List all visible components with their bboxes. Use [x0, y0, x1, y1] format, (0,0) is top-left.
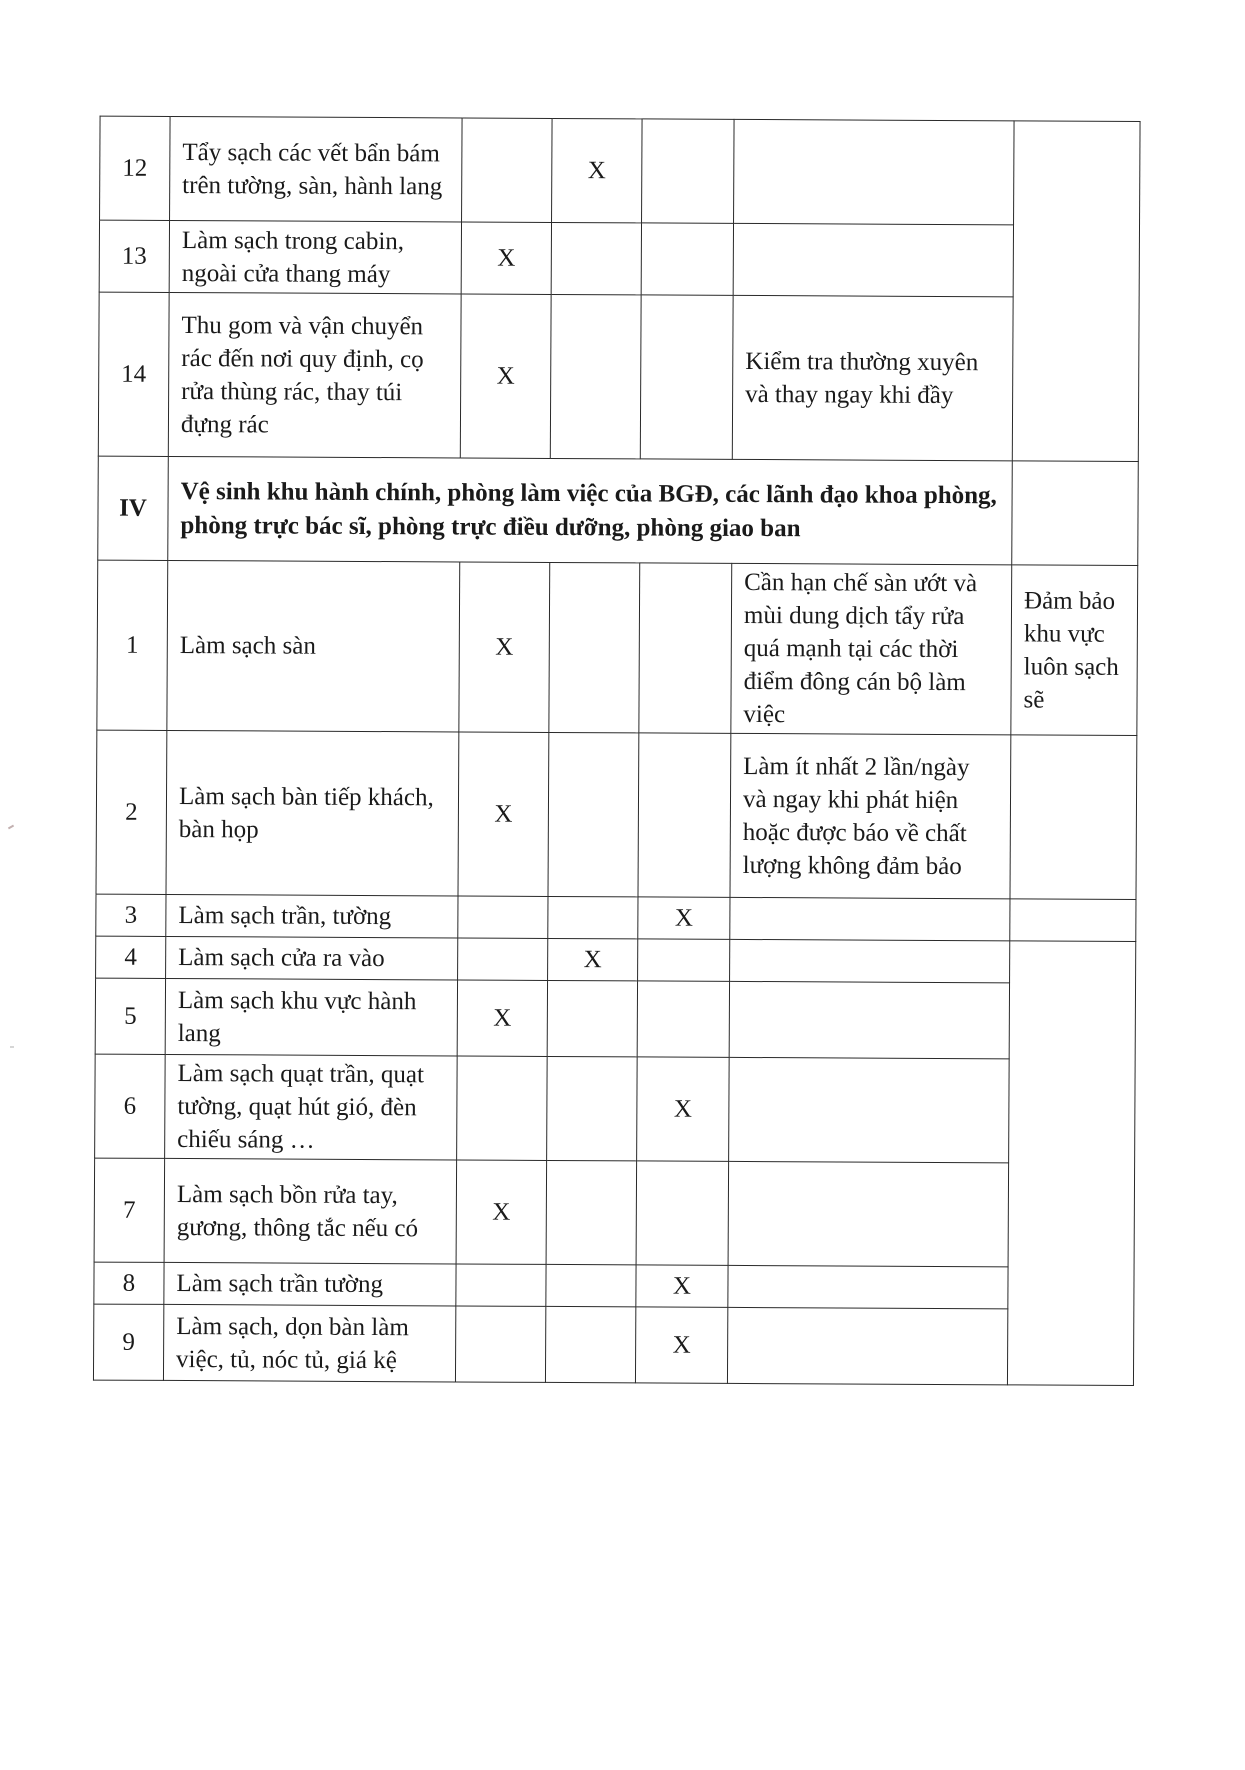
frequency-mark-3: X: [638, 897, 730, 939]
frequency-mark-1: [457, 1056, 548, 1160]
row-number: 5: [95, 978, 165, 1054]
row-number: 9: [93, 1304, 163, 1380]
task-note: Kiểm tra thường xuyên và thay ngay khi đầy: [732, 295, 1013, 460]
section-number: IV: [98, 456, 169, 560]
frequency-mark-1: X: [460, 294, 551, 458]
remark-cell: [1012, 121, 1140, 462]
row-number: 1: [97, 560, 168, 730]
table-row: [95, 978, 1135, 1059]
frequency-mark-3: [639, 563, 732, 733]
frequency-mark-3: [636, 1161, 729, 1265]
task-note: Làm ít nhất 2 lần/ngày và ngay khi phát hiện hoặc được báo về chất lượng không đảm bảo: [730, 733, 1011, 898]
task-description: Làm sạch trong cabin, ngoài cửa thang máy: [169, 220, 461, 294]
remark-cell: [1010, 899, 1136, 942]
frequency-mark-3: [642, 119, 735, 223]
frequency-mark-3: X: [635, 1307, 727, 1383]
task-note: [728, 1265, 1008, 1308]
row-number: 7: [94, 1158, 165, 1262]
frequency-mark-1: X: [456, 1160, 547, 1264]
table-row: [97, 560, 1138, 735]
table-row: [100, 116, 1141, 225]
frequency-mark-2: [548, 732, 639, 896]
task-note: [729, 981, 1009, 1058]
table-row: [94, 1262, 1134, 1309]
row-number: 12: [100, 116, 171, 220]
frequency-mark-3: X: [636, 1265, 728, 1307]
row-number: 14: [98, 292, 169, 456]
table-row: [96, 894, 1136, 941]
frequency-mark-1: [455, 1306, 545, 1382]
task-description: Làm sạch quạt trần, quạt tường, quạt hút gió, đèn chiếu sáng …: [165, 1054, 458, 1160]
task-description: Làm sạch bàn tiếp khách, bàn họp: [166, 730, 459, 896]
frequency-mark-2: [547, 1056, 638, 1160]
frequency-mark-1: X: [461, 222, 551, 294]
frequency-mark-3: [638, 939, 730, 981]
task-note: [734, 119, 1015, 224]
table-row: [99, 220, 1139, 297]
frequency-mark-2: [548, 896, 638, 938]
table-row: [98, 292, 1139, 461]
frequency-mark-1: X: [458, 732, 549, 896]
frequency-mark-1: X: [457, 980, 547, 1056]
table-row: [94, 1158, 1135, 1267]
frequency-mark-2: [549, 562, 640, 732]
row-number: 8: [94, 1262, 164, 1304]
table-row: [96, 730, 1137, 899]
section-title: Vệ sinh khu hành chính, phòng làm việc của BGĐ, các lãnh đạo khoa phòng, phòng trực bác sĩ, phòng trực điều dưỡng, phòng giao ban: [168, 456, 1013, 564]
task-description: Thu gom và vận chuyển rác đến nơi quy định, cọ rửa thùng rác, thay túi đựng rác: [168, 292, 461, 458]
task-description: Tẩy sạch các vết bẩn bám trên tường, sàn, hành lang: [170, 116, 463, 222]
frequency-mark-2: [551, 222, 641, 294]
frequency-mark-1: [458, 938, 548, 980]
remark-cell: [1010, 735, 1137, 900]
task-note: [727, 1307, 1007, 1384]
frequency-mark-1: [458, 896, 548, 938]
row-number: 4: [96, 936, 166, 978]
frequency-mark-3: [638, 733, 731, 897]
task-description: Làm sạch trần tường: [164, 1262, 456, 1306]
row-number: 13: [99, 220, 169, 292]
task-description: Làm sạch sàn: [167, 560, 460, 732]
frequency-mark-1: [462, 118, 553, 222]
task-description: Làm sạch trần, tường: [166, 894, 458, 938]
frequency-mark-3: [641, 223, 733, 295]
frequency-mark-2: [550, 294, 641, 458]
cleaning-task-table: [93, 116, 1141, 1386]
task-note: [728, 1161, 1009, 1266]
frequency-mark-2: X: [548, 938, 638, 980]
row-number: 2: [96, 730, 167, 894]
frequency-mark-2: [545, 1306, 635, 1382]
table-row: [95, 1054, 1136, 1163]
table-row: [96, 936, 1136, 983]
remark-cell: Đảm bảo khu vực luôn sạch sẽ: [1011, 565, 1138, 736]
task-description: Làm sạch bồn rửa tay, gương, thông tắc nếu có: [164, 1158, 457, 1264]
frequency-mark-2: [546, 1160, 637, 1264]
table-row: [93, 1304, 1133, 1385]
section-row: [98, 456, 1139, 565]
task-description: Làm sạch, dọn bàn làm việc, tủ, nóc tủ, giá kệ: [163, 1304, 455, 1382]
frequency-mark-3: X: [637, 1057, 730, 1161]
row-number: 3: [96, 894, 166, 936]
task-description: Làm sạch cửa ra vào: [166, 936, 458, 980]
frequency-mark-1: X: [459, 562, 550, 732]
remark-cell: [1007, 941, 1135, 1386]
row-number: 6: [95, 1054, 166, 1158]
task-note: [730, 897, 1010, 940]
frequency-mark-2: [546, 1264, 636, 1306]
frequency-mark-2: [547, 980, 637, 1056]
task-note: Cần hạn chế sàn ướt và mùi dung dịch tẩy rửa quá mạnh tại các thời điểm đông cán bộ làm việc: [731, 563, 1012, 734]
task-note: [733, 223, 1013, 296]
frequency-mark-2: X: [552, 118, 643, 222]
task-note: [729, 1057, 1010, 1162]
frequency-mark-3: [640, 295, 733, 459]
frequency-mark-3: [637, 981, 729, 1057]
task-description: Làm sạch khu vực hành lang: [165, 978, 457, 1056]
scan-speck: [10, 1046, 14, 1048]
frequency-mark-1: [456, 1264, 546, 1306]
task-note: [730, 939, 1010, 982]
remark-cell: [1012, 461, 1139, 566]
